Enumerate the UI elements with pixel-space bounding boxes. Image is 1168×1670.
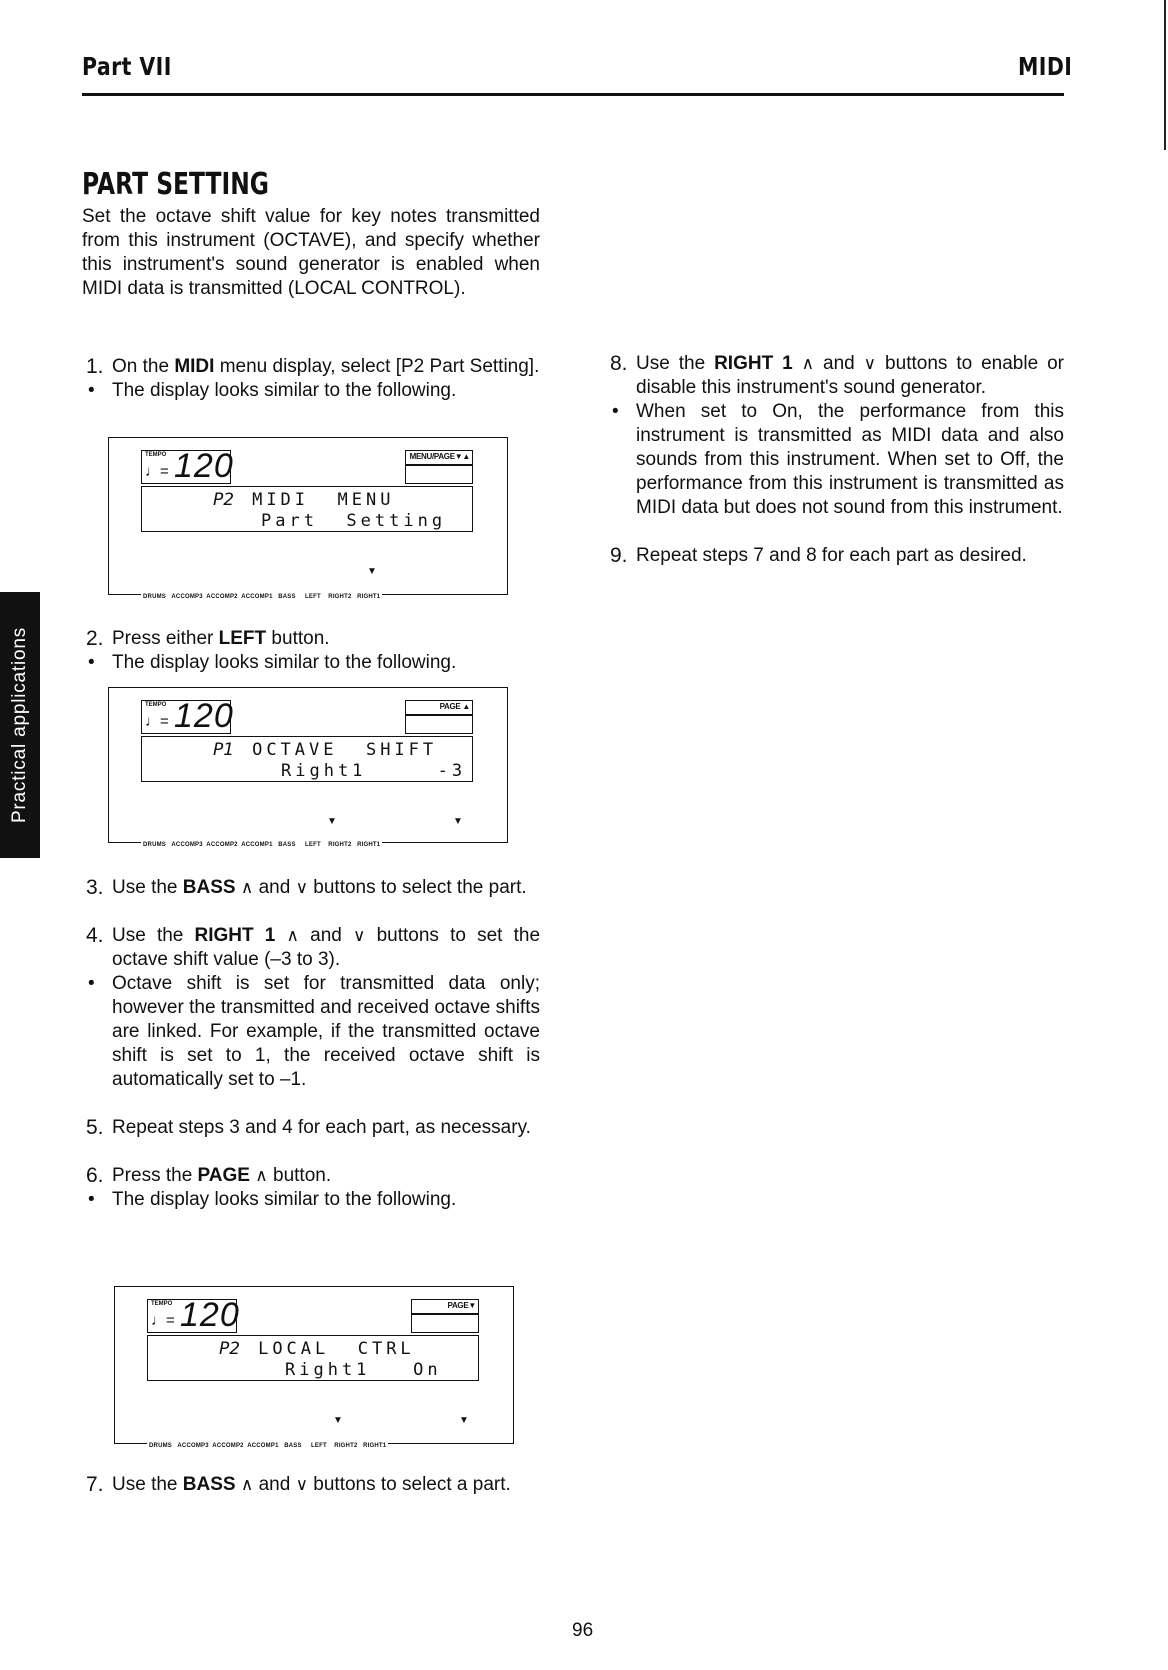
step-7: 7. Use the BASS ∧ and ∨ buttons to select a part.: [86, 1473, 511, 1496]
step-1: 1. On the MIDI menu display, select [P2 Part Setting].: [86, 355, 540, 378]
side-tab: Practical applications: [0, 592, 40, 858]
header-rule: [82, 93, 1064, 96]
step-5: 5. Repeat steps 3 and 4 for each part, as necessary.: [86, 1116, 531, 1139]
left-column: [82, 355, 540, 403]
page-edge-line: [1164, 0, 1166, 150]
step-8-note: • When set to On, the performance from this instrument is transmitted as MIDI data and also sounds from this instrument. When set to Off, the performance from this instrument is transmitted as MIDI data but does not sound from this instrument.: [612, 401, 1064, 518]
header-section-label: MIDI: [1018, 52, 1073, 81]
left-column-3: [82, 876, 540, 1212]
lcd-display-midi-menu: TEMPO ♩= 120 MENU/PAGE▼▲ P2 MIDI MENU Part Setting ▼ DRUMS ACCOMP3 ACCOMP2 ACCOMP1 BASS LEFT RIGHT2 RIGHT1: [108, 437, 508, 595]
step-3: 3. Use the BASS ∧ and ∨ buttons to select the part.: [86, 876, 527, 899]
right-column: [606, 352, 1064, 568]
step-2-note: • The display looks similar to the following.: [88, 652, 457, 673]
step-2: 2. Press either LEFT button.: [86, 627, 330, 650]
step-1-note: • The display looks similar to the following.: [88, 380, 457, 401]
left-column-2: [82, 627, 540, 675]
step-6: 6. Press the PAGE ∧ button.: [86, 1164, 332, 1187]
header-part-label: Part VII: [82, 52, 172, 81]
step-8: 8. Use the RIGHT 1 ∧ and ∨ buttons to enable or disable this instrument's sound generator.: [610, 352, 1064, 398]
left-column-4: [82, 1473, 540, 1497]
step-4: 4. Use the RIGHT 1 ∧ and ∨ buttons to set the octave shift value (–3 to 3).: [86, 924, 541, 970]
page-title: PART SETTING: [82, 167, 269, 202]
step-9: 9. Repeat steps 7 and 8 for each part as desired.: [610, 544, 1027, 567]
page-number: 96: [572, 1620, 594, 1641]
lcd-display-octave-shift: TEMPO ♩= 120 PAGE ▲ P1 OCTAVE SHIFT Right1 -3 ▼ ▼ DRUMS ACCOMP3 ACCOMP2 ACCOMP1 BASS LEFT RIGHT2 RIGHT1: [108, 687, 508, 843]
step-6-note: • The display looks similar to the following.: [88, 1189, 457, 1210]
lcd-display-local-ctrl: TEMPO ♩= 120 PAGE▼ P2 LOCAL CTRL Right1 On ▼ ▼ DRUMS ACCOMP3 ACCOMP2 ACCOMP1 BASS LEFT RIGHT2 RIGHT1: [114, 1286, 514, 1444]
intro-paragraph: Set the octave shift value for key notes transmitted from this instrument (OCTAVE), and specify whether this instrument's sound generator is enabled when MIDI data is transmitted (LOCAL CONTROL).: [82, 206, 540, 299]
step-4-note: • Octave shift is set for transmitted data only; however the transmitted and received octave shifts are linked. For example, if the transmitted octave shift is set to 1, the received octave shift is automatically set to –1.: [88, 973, 540, 1090]
